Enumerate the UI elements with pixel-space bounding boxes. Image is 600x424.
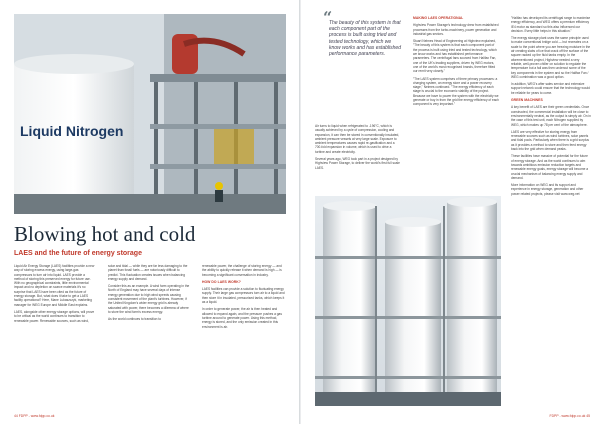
paragraph: Highview Power Storage's technology drew from established processes from the turbo-machinery, power generation and industrial gas sectors. bbox=[413, 23, 499, 36]
paragraph: Liquid Air Energy Storage (LAES) facilities provide a new way of storing excess energy, using large-gas compressors to turn air into liquid. LAES provide a method of storing this preserved energy for future use. With no geographical constraints, little environmental impact and no depletion on scarce materials it's no surprise that LAES have been cited as the future of energy storage. But, what does it take to get a LAES facility operational? Here, Mane Lukaszczyk, marketing manager for WEG Europe and Middle East explains. bbox=[14, 264, 95, 307]
paragraph: Air turns to liquid when refrigerated to -196°C, which is usually achieved by a cycle of compression, cooling and expansion, it can then be stored in conventionally insulated, ambient pressure vessels at very large scale. Exposure to ambient temperatures causes rapid re-gasification and a 700-fold expansion in volume, which is used to drive a turbine and create electricity. bbox=[315, 124, 400, 154]
paragraph: LAES are very effective for storing energy from renewable sources such as wind turbines, solar panels and tidal pools. Particularly when there is a grid surplus as it provides a method to store and then feed energy back into the grid when demand peaks. bbox=[511, 129, 589, 152]
article-subheadline: LAES and the future of energy storage bbox=[14, 250, 142, 257]
right-column-1 bbox=[315, 124, 401, 173]
storage-tanks-photo bbox=[315, 196, 501, 406]
paragraph: A key benefit of LAES are their green credentials. Once constructed, the commercial installation will be close to environmentally neutral, as the output is simply air. On in the case of this test unit, each Nitrogen supplied by WEG, which makes up 78 per cent of the atmosphere. bbox=[511, 105, 591, 127]
left-column-1 bbox=[14, 264, 96, 326]
paragraph: LAES facilities can provide a solution to fluctuating energy supply. Their large gas compressors turn air to a liquid and then store it in insulated, pressurised tanks, which keeps it as a liquid. bbox=[202, 287, 285, 305]
paragraph: The energy storage plant uses the same principle used to make conventional bridge cold — but recreates on a scale to the point where you are freezing moisture in the air creating slabs of ice that crack off the surface of the square racked up the fluid tanks empty. In the aforementioned project, Highview needed a very reliable, well-proven chiller on solution to regulate the temperature but a fall was then undercut some of the key components in the system and so the Halifax Fan / WEG combination was a good option. bbox=[511, 36, 591, 79]
section-heading: MAKING LAES OPERATIONAL bbox=[413, 16, 464, 20]
paragraph: solar and tidal — while they are far less damaging to the planet than fossil fuels — are notoriously difficult to predict. This fluctuation creates issues when balancing energy supply and demand. bbox=[108, 264, 188, 281]
paragraph: Stuart Nelmes Head of Engineering at Highview explained, "The beauty of this system is that each component part of the process is built using tried and tested technology, which we know works and has established performance parameters. The centrifugal fans sourced from Halifax Fan, one of the UK's leading suppliers, driven by WEG motors, one of the world's most recognised brands, therefore fitted our remit very closely." bbox=[413, 39, 497, 74]
paragraph: These facilities have massive of potential for the future of energy storage. And as the world continues to aim towards ambitious emission reduction targets and renewable energy goals, energy storage will become a crucial mechanism of balancing energy supply and demand. bbox=[511, 154, 589, 180]
quote-mark-icon: “ bbox=[323, 8, 333, 27]
right-column-3 bbox=[511, 16, 591, 199]
liquid-nitrogen-plant-photo bbox=[14, 14, 286, 214]
paragraph: Several years ago, WEG took part in a project designed by Highview Power Storage, to deliver the world's first full scale LAES. bbox=[315, 157, 400, 170]
paragraph: More information on WEG and its support and experience in energy storage, generation and other power related projects, please visit www.weg.net bbox=[511, 183, 584, 196]
article-headline: Blowing hot and cold bbox=[14, 222, 196, 246]
left-page-footer: 44 FDPP - www.fdpp.co.uk bbox=[14, 414, 55, 418]
left-column-2 bbox=[108, 264, 190, 325]
paragraph: As the world continues to transition to bbox=[108, 317, 161, 322]
right-page bbox=[301, 0, 600, 424]
section-heading: HOW DO LAES WORK? bbox=[202, 279, 241, 284]
paragraph: In order to generate power, the air is then heated and allowed to expand again, and the pressure pushes a gas turbine around to generate power. Using this method, energy is stored, and the only emission created in this environment is air. bbox=[202, 307, 282, 329]
paragraph: LAES, alongside other energy storage options, will prove to be critical as the world continues to transition to renewable power. Renewable sources, such as wind, bbox=[14, 309, 95, 323]
paragraph: "The LAES system comprises of three primary processes: a charging system, an energy store and a power recovery stage," Nelmes continued. "The energy efficiency of each stage is crucial to the economic viability of the project. Because we have to power the system with the electricity we generate or buy in from the grid the energy efficiency of each component is very important." bbox=[413, 76, 499, 107]
plant-photo-art bbox=[14, 14, 286, 214]
tanks-photo-art bbox=[315, 196, 501, 406]
section-heading: GREEN MACHINES bbox=[511, 98, 543, 103]
paragraph: Consider this as an example. A wind farm operating in the North of England may have several days of intense energy generation due to high wind speeds causing consistent movement of the plant's turbines. However, if the United Kingdom's wider energy grid is already saturated with power, there becomes a dilemma of where to store the wind farm's excess energy. bbox=[108, 284, 190, 314]
paragraph: "Halifax has developed its centrifugal range to maximise energy efficiency, and WEG offers a premium efficiency IE4 motor as standard so this also influenced our decision. Every little helps in this situation." bbox=[511, 16, 591, 33]
right-column-2 bbox=[413, 16, 499, 110]
plant-banner-text: Liquid Nitrogen bbox=[20, 123, 124, 139]
right-page-footer: FDPP - www.fdpp.co.uk 45 bbox=[549, 414, 590, 418]
pull-quote: The beauty of this system is that each component part of the process is built using tried and tested technology, which we know works and has established performance parameters. bbox=[329, 20, 401, 58]
paragraph: renewable power, the challenge of storing energy — and the ability to quickly release it when demand is high — is becoming a significant conversation in industry. bbox=[202, 264, 282, 277]
left-column-3 bbox=[202, 264, 286, 332]
paragraph: In addition, WEG's after sales service and extensive support network could ensure that the technology would be reliable for years to come. bbox=[511, 82, 590, 95]
